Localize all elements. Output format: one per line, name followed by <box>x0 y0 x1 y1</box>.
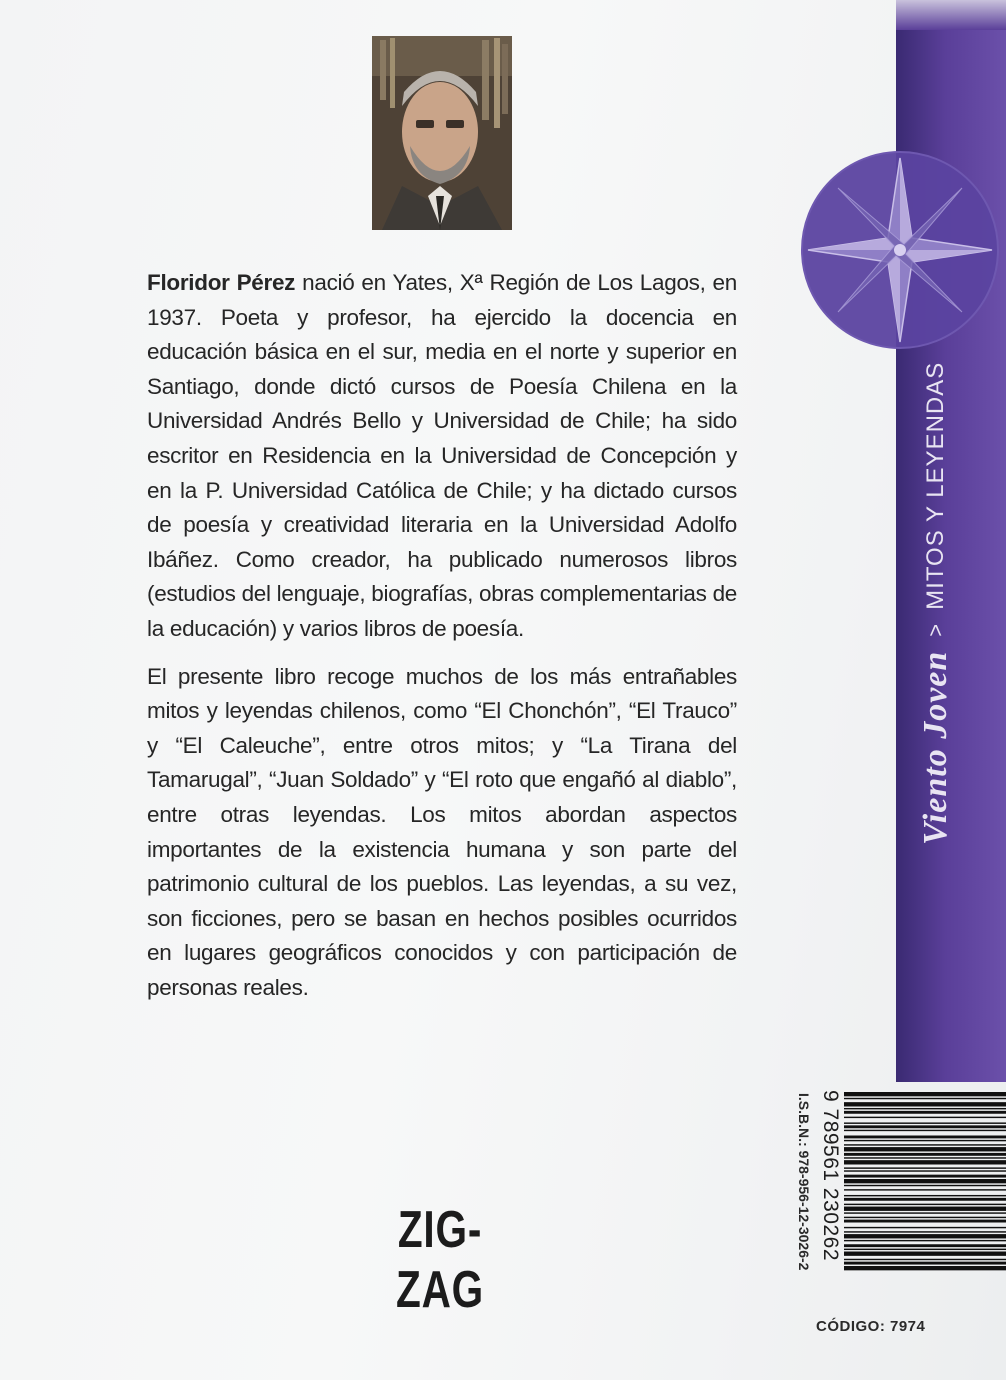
barcode-bar <box>844 1092 1006 1096</box>
barcode-bar <box>844 1231 1006 1232</box>
barcode-bar <box>844 1108 1006 1109</box>
series-title-vertical <box>906 335 966 845</box>
barcode-bar <box>844 1167 1006 1168</box>
isbn-label <box>790 1093 816 1309</box>
author-name: Floridor Pérez <box>147 270 296 295</box>
barcode-bar <box>844 1204 1006 1205</box>
ean-text: 9 789561 230262 <box>819 1090 842 1261</box>
barcode-bar <box>844 1117 1006 1118</box>
barcode-bar <box>844 1122 1006 1123</box>
compass-star-icon <box>800 150 1000 350</box>
collection-name: MITOS Y LEYENDAS <box>922 361 949 610</box>
barcode-bar <box>844 1136 1006 1139</box>
barcode-bar <box>844 1220 1006 1223</box>
barcode-bar <box>844 1234 1006 1238</box>
isbn-text: I.S.B.N.: 978-956-12-3026-2 <box>796 1093 812 1271</box>
barcode-bar <box>844 1212 1006 1213</box>
barcode-bar <box>844 1185 1006 1186</box>
bio-paragraph-1-text: nació en Yates, Xª Región de Los Lagos, en 1937. Poeta y profesor, ha ejercido la docencia en educación básica en el sur, media en el norte y superior en Santiago, donde dictó cursos de Poesía Chilena en la Universidad Andrés Bello y Universidad de Chile; ha sido escritor en Residencia en la Universidad de Concepción y en la P. Universidad Católica de Chile; y ha dictado cursos de poesía y creatividad literaria en la Universidad Adolfo Ibáñez. Como creador, ha publicado numerosos libros (estudios del lenguaje, biografías, obras complementarias de la educación) y varios libros de poesía. <box>147 270 737 641</box>
barcode-bar <box>844 1198 1006 1201</box>
barcode-bar <box>844 1102 1006 1106</box>
barcode-bar <box>844 1252 1006 1256</box>
barcode-bar <box>844 1266 1006 1270</box>
barcode-bar <box>844 1130 1006 1131</box>
barcode-bar <box>844 1262 1006 1265</box>
barcode-bar <box>844 1179 1006 1183</box>
band-fade <box>896 0 1006 30</box>
barcode-bar <box>844 1175 1006 1178</box>
product-code: CÓDIGO: 7974 <box>816 1318 926 1335</box>
barcode-bar <box>844 1195 1006 1196</box>
series-name: Viento Joven <box>917 650 954 845</box>
barcode-bar <box>844 1240 1006 1241</box>
barcode-bar <box>844 1170 1006 1171</box>
barcode-bar <box>844 1098 1006 1099</box>
bio-paragraph-book: El presente libro recoge muchos de los más entrañables mitos y leyendas chilenos, como “El Chonchón”, “El Trauco” y “El Caleuche”, entre otros mitos; y “La Tirana del Tamarugal”, “Juan Soldado” y “El roto que engañó al diablo”, entre otras leyendas. Los mitos abordan aspectos importantes de la existencia humana y son parte del patrimonio cultural de los pueblos. Las leyendas, a su vez, son ficciones, pero se basan en hechos posibles ocurridos en lugares geográficos conocidos y con participación de personas reales. <box>147 663 737 1000</box>
author-biography <box>147 266 737 1018</box>
barcode-bar <box>844 1249 1006 1250</box>
barcode-bar <box>844 1227 1006 1228</box>
barcode-bar <box>844 1140 1006 1141</box>
barcode-bar <box>844 1207 1006 1211</box>
barcode-bar <box>844 1217 1006 1218</box>
publisher-logo: ZIG-ZAG <box>396 1201 484 1319</box>
barcode-bar <box>844 1157 1006 1158</box>
barcode-bar <box>844 1125 1006 1128</box>
barcode-bar <box>844 1189 1006 1190</box>
barcode-bar <box>844 1144 1006 1145</box>
barcode-bar <box>844 1153 1006 1156</box>
barcode-bar <box>844 1147 1006 1151</box>
ean-digits <box>820 1090 842 1310</box>
barcode-bar <box>844 1244 1006 1247</box>
bio-paragraph-author <box>147 266 737 647</box>
author-photo <box>372 36 512 230</box>
barcode-bar <box>844 1160 1006 1164</box>
series-separator: > <box>923 623 948 637</box>
barcode-bar <box>844 1111 1006 1114</box>
barcode-bar <box>844 1259 1006 1260</box>
